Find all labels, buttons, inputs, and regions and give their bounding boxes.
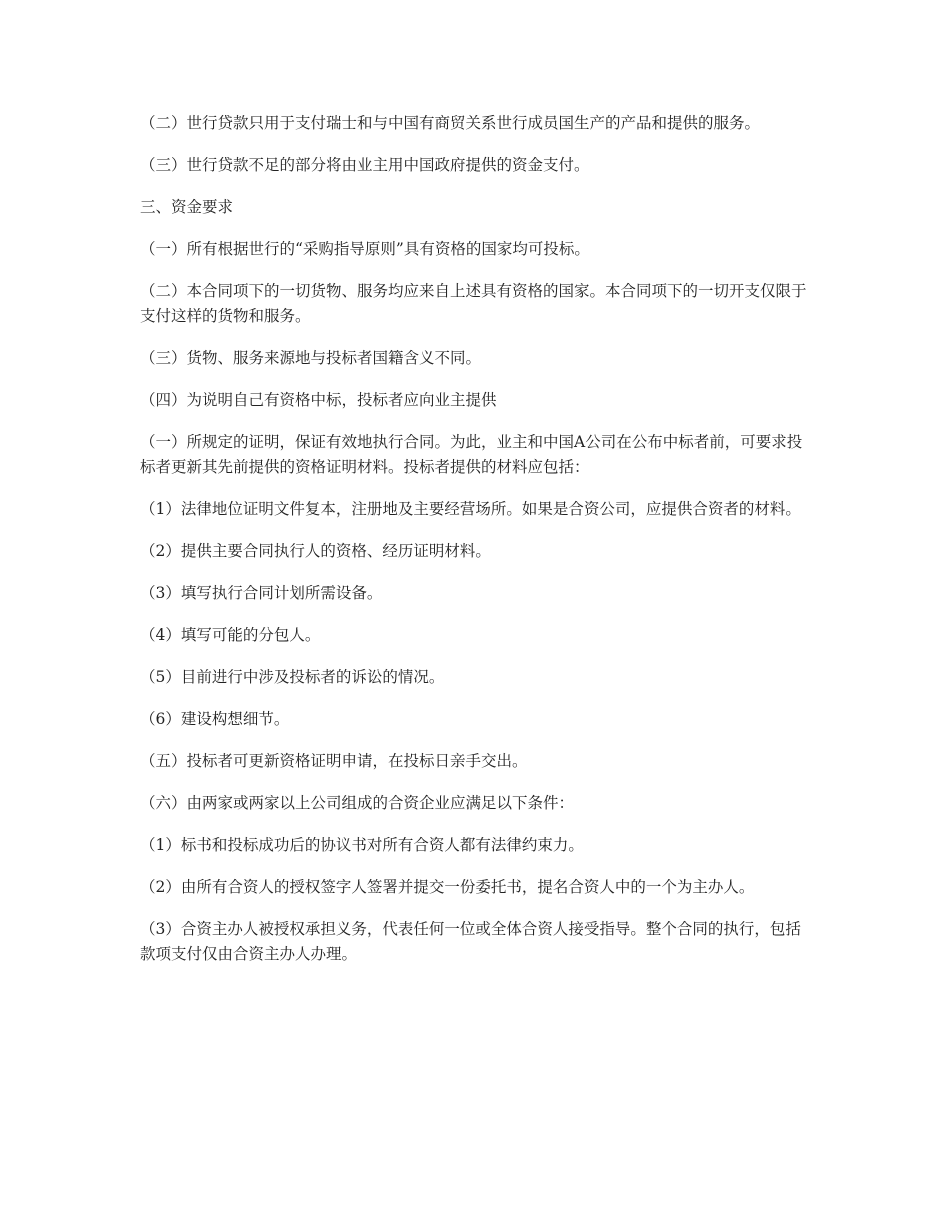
document-body (140, 111, 812, 984)
list-item: （2）提供主要合同执行人的资格、经历证明材料。 (140, 542, 491, 560)
section-heading: 三、资金要求 (140, 198, 234, 216)
paragraph: （一）所有根据世行的“采购指导原则”具有资格的国家均可投标。 (140, 240, 590, 258)
list-item: （1）法律地位证明文件复本，注册地及主要经营场所。如果是合资公司，应提供合资者的材料。 (140, 500, 801, 518)
list-item: （1）标书和投标成功后的协议书对所有合资人都有法律约束力。 (140, 836, 584, 854)
list-item: （3）合资主办人被授权承担义务，代表任何一位或全体合资人接受指导。整个合同的执行，包括款项支付仅由合资主办人办理。 (140, 920, 801, 963)
paragraph: （六）由两家或两家以上公司组成的合资企业应满足以下条件： (140, 794, 575, 812)
paragraph: （五）投标者可更新资格证明申请，在投标日亲手交出。 (140, 752, 528, 770)
list-item: （2）由所有合资人的授权签字人签署并提交一份委托书，提名合资人中的一个为主办人。 (140, 878, 755, 896)
list-item: （4）填写可能的分包人。 (140, 626, 321, 644)
paragraph: （三）货物、服务来源地与投标者国籍含义不同。 (140, 349, 482, 367)
list-item: （3）填写执行合同计划所需设备。 (140, 584, 383, 602)
list-item: （6）建设构想细节。 (140, 710, 290, 728)
list-item: （5）目前进行中涉及投标者的诉讼的情况。 (140, 668, 445, 686)
paragraph: （四）为说明自己有资格中标，投标者应向业主提供 (140, 391, 497, 409)
paragraph: （一）所规定的证明，保证有效地执行合同。为此，业主和中国A公司在公布中标者前，可要求投标者更新其先前提供的资格证明材料。投标者提供的材料应包括： (140, 433, 803, 476)
paragraph: （二）本合同项下的一切货物、服务均应来自上述具有资格的国家。本合同项下的一切开支仅限于支付这样的货物和服务。 (140, 282, 807, 325)
paragraph: （三）世行贷款不足的部分将由业主用中国政府提供的资金支付。 (140, 156, 590, 174)
paragraph: （二）世行贷款只用于支付瑞士和与中国有商贸关系世行成员国生产的产品和提供的服务。 (140, 114, 761, 132)
